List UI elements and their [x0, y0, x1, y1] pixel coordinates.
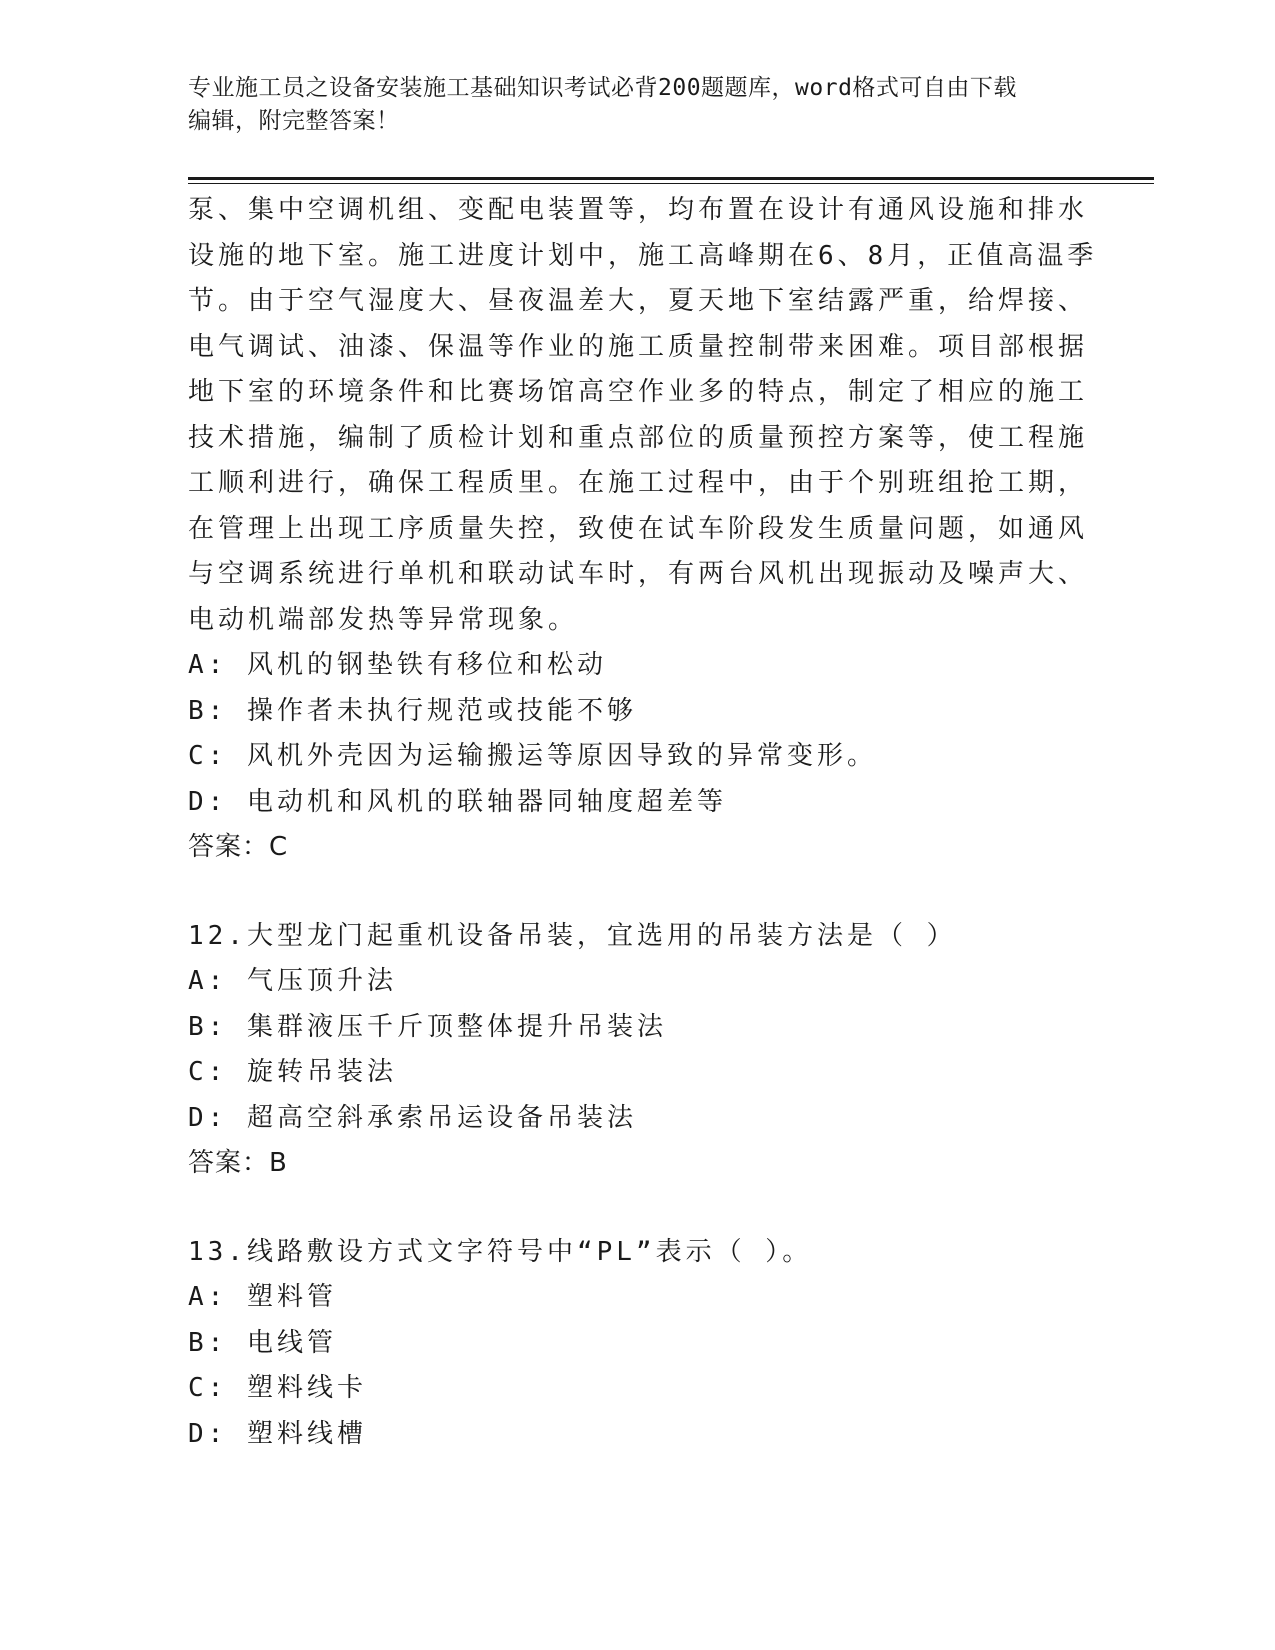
question-spacer: [188, 871, 1088, 914]
option-c: C: 旋转吊装法: [188, 1057, 397, 1087]
option-c: C: 塑料线卡: [188, 1373, 367, 1403]
document-header: [188, 72, 1088, 138]
document-body: [188, 188, 1098, 1457]
question-stem-line: 泵、集中空调机组、变配电装置等，均布置在设计有通风设施和排水: [188, 195, 1089, 225]
question-stem: 12.大型龙门起重机设备吊装，宜选用的吊装方法是（ ）: [188, 920, 957, 951]
question-12: [188, 914, 1088, 1187]
header-divider-thin: [188, 183, 1154, 184]
option-d: D: 超高空斜承索吊运设备吊装法: [188, 1102, 637, 1133]
question-stem-line: 电动机端部发热等异常现象。: [188, 604, 579, 635]
question-stem-line: 节。由于空气湿度大、昼夜温差大，夏天地下室结露严重，给焊接、: [188, 286, 1089, 316]
question-stem-line: 与空调系统进行单机和联动试车时，有两台风机出现振动及噪声大、: [188, 559, 1089, 589]
header-divider-thick: [188, 177, 1154, 180]
option-d: D: 电动机和风机的联轴器同轴度超差等: [188, 786, 727, 817]
question-11: [188, 188, 1098, 871]
question-stem-line: 地下室的环境条件和比赛场馆高空作业多的特点，制定了相应的施工: [188, 377, 1089, 407]
option-a: A: 塑料管: [188, 1282, 337, 1312]
answer-label: 答案：B: [188, 1148, 288, 1178]
option-b: B: 操作者未执行规范或技能不够: [188, 695, 637, 726]
question-13: [188, 1230, 1088, 1458]
option-b: B: 集群液压千斤顶整体提升吊装法: [188, 1011, 667, 1042]
question-spacer: [188, 1187, 1088, 1230]
question-stem: 13.线路敷设方式文字符号中“PL”表示（ ）。: [188, 1236, 813, 1267]
option-b: B: 电线管: [188, 1327, 337, 1358]
header-title-line-2: 编辑，附完整答案！: [188, 108, 400, 134]
question-stem-line: 电气调试、油漆、保温等作业的施工质量控制带来困难。项目部根据: [188, 331, 1089, 362]
question-stem-line: 工顺利进行，确保工程质里。在施工过程中，由于个别班组抢工期，: [188, 468, 1089, 498]
option-a: A: 气压顶升法: [188, 966, 397, 996]
question-stem-line: 技术措施，编制了质检计划和重点部位的质量预控方案等，使工程施: [188, 422, 1089, 453]
option-d: D: 塑料线槽: [188, 1418, 367, 1449]
option-c: C: 风机外壳因为运输搬运等原因导致的异常变形。: [188, 741, 877, 771]
option-a: A: 风机的钢垫铁有移位和松动: [188, 650, 607, 680]
question-stem-line: 设施的地下室。施工进度计划中，施工高峰期在6、8月，正值高温季: [188, 240, 1098, 271]
question-stem-line: 在管理上出现工序质量失控，致使在试车阶段发生质量问题，如通风: [188, 513, 1089, 544]
answer-label: 答案：C: [188, 832, 289, 862]
header-title-line-1: 专业施工员之设备安装施工基础知识考试必背200题题库，word格式可自由下载: [188, 75, 1017, 101]
